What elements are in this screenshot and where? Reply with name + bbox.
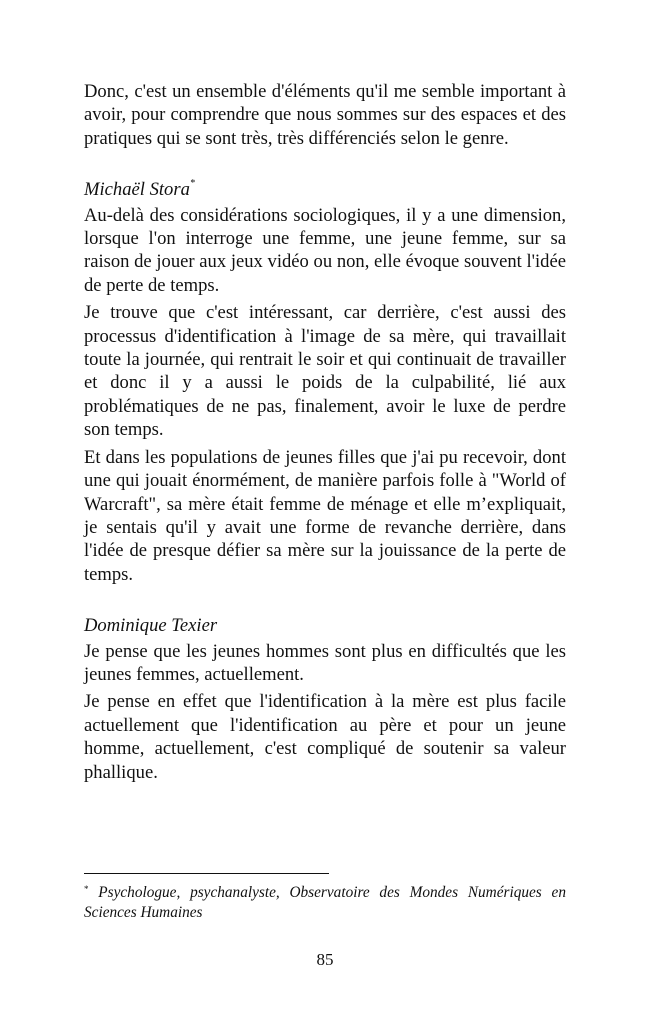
section-gap xyxy=(84,590,566,614)
footnote xyxy=(84,883,566,923)
stora-paragraph-3: Et dans les populations de jeunes filles que j'ai pu recevoir, dont une qui jouait énormément, de manière parfois folle à "World of Warcraft", sa mère était femme de ménage et elle m’expliquait, je sentais qu'il y avait une forme de revanche derrière, dans l'idée de presque défier sa mère sur la jouissance de la perte de temps. xyxy=(84,446,566,585)
speaker-name-text: Michaël Stora xyxy=(84,179,190,201)
stora-paragraph-1: Au-delà des considérations sociologiques, il y a une dimension, lorsque l'on interroge une femme, une jeune femme, sur sa raison de jouer aux jeux vidéo ou non, elle évoque souvent l'idée de perte de temps. xyxy=(84,204,566,296)
intro-paragraph: Donc, c'est un ensemble d'éléments qu'il me semble important à avoir, pour comprendre que nous sommes sur des espaces et des pratiques qui se sont très, très différenciés selon le genre. xyxy=(84,81,566,149)
speaker-name-texier: Dominique Texier xyxy=(84,615,218,637)
texier-paragraph-1: Je pense que les jeunes hommes sont plus en difficultés que les jeunes femmes, actuellement. xyxy=(84,640,566,685)
page-body xyxy=(84,80,566,788)
speaker-name-stora xyxy=(84,178,566,201)
texier-paragraph-2: Je pense en effet que l'identification à la mère est plus facile actuellement que l'identification au père et pour un jeune homme, actuellement, c'est compliqué de soutenir sa valeur phallique. xyxy=(84,691,566,783)
page-number: 85 xyxy=(316,950,334,969)
section-gap xyxy=(84,154,566,178)
footnote-reference: * xyxy=(189,178,195,190)
footnote-divider xyxy=(84,873,329,874)
footnote-mark: * xyxy=(84,884,89,894)
footnote-text: Psychologue, psychanalyste, Observatoire des Mondes Numériques en Sciences Humaines xyxy=(84,884,566,921)
stora-paragraph-2: Je trouve que c'est intéressant, car derrière, c'est aussi des processus d'identification à l'image de sa mère, qui travaillait toute la journée, qui rentrait le soir et qui continuait de travailler et donc il y a aussi le poids de la culpabilité, lié aux problématiques de ne pas, finalement, avoir le luxe de perdre son temps. xyxy=(84,302,566,441)
